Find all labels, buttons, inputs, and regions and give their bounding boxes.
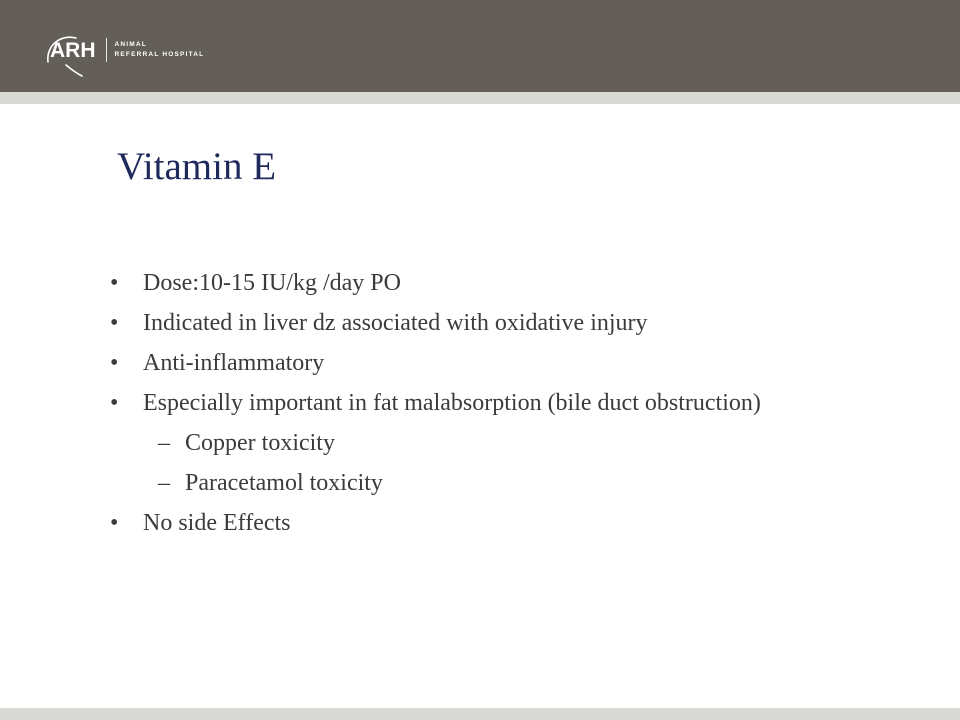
bullet-item <box>110 270 850 297</box>
sub-bullet-marker: – <box>158 430 170 456</box>
logo-line-2: REFERRAL HOSPITAL <box>114 51 205 58</box>
bullet-item <box>110 350 850 377</box>
logo-mark-text: ARH <box>50 38 96 62</box>
bullet-marker: • <box>110 310 119 336</box>
bullet-text: Especially important in fat malabsorption (bile duct obstruction) <box>143 390 761 416</box>
logo-swoosh-icon <box>42 32 88 78</box>
sub-bullet-text: Copper toxicity <box>185 430 335 456</box>
bullet-marker: • <box>110 350 119 376</box>
bullet-marker: • <box>110 390 119 416</box>
hospital-logo <box>44 28 204 72</box>
bullet-text: No side Effects <box>143 510 291 536</box>
bullet-marker: • <box>110 510 119 536</box>
bullet-text: Dose:10-15 IU/kg /day PO <box>143 270 401 296</box>
header-bar <box>0 0 960 92</box>
logo-divider <box>106 38 107 62</box>
logo-mark <box>44 40 96 61</box>
sub-bullet-marker: – <box>158 470 170 496</box>
slide-title: Vitamin E <box>117 145 277 188</box>
sub-bullet-text: Paracetamol toxicity <box>185 470 383 496</box>
bullet-item <box>110 510 850 537</box>
logo-text <box>115 40 205 60</box>
bullet-item <box>110 390 850 417</box>
bullet-text: Indicated in liver dz associated with oxidative injury <box>143 310 648 336</box>
header-rule <box>0 92 960 104</box>
bullet-marker: • <box>110 270 119 296</box>
sub-bullet-item <box>110 430 850 457</box>
logo-line-1: ANIMAL <box>114 41 147 48</box>
sub-bullet-item <box>110 470 850 497</box>
footer-bar <box>0 708 960 720</box>
bullet-item <box>110 310 850 337</box>
bullet-text: Anti-inflammatory <box>143 350 325 376</box>
bullet-list <box>110 270 850 550</box>
